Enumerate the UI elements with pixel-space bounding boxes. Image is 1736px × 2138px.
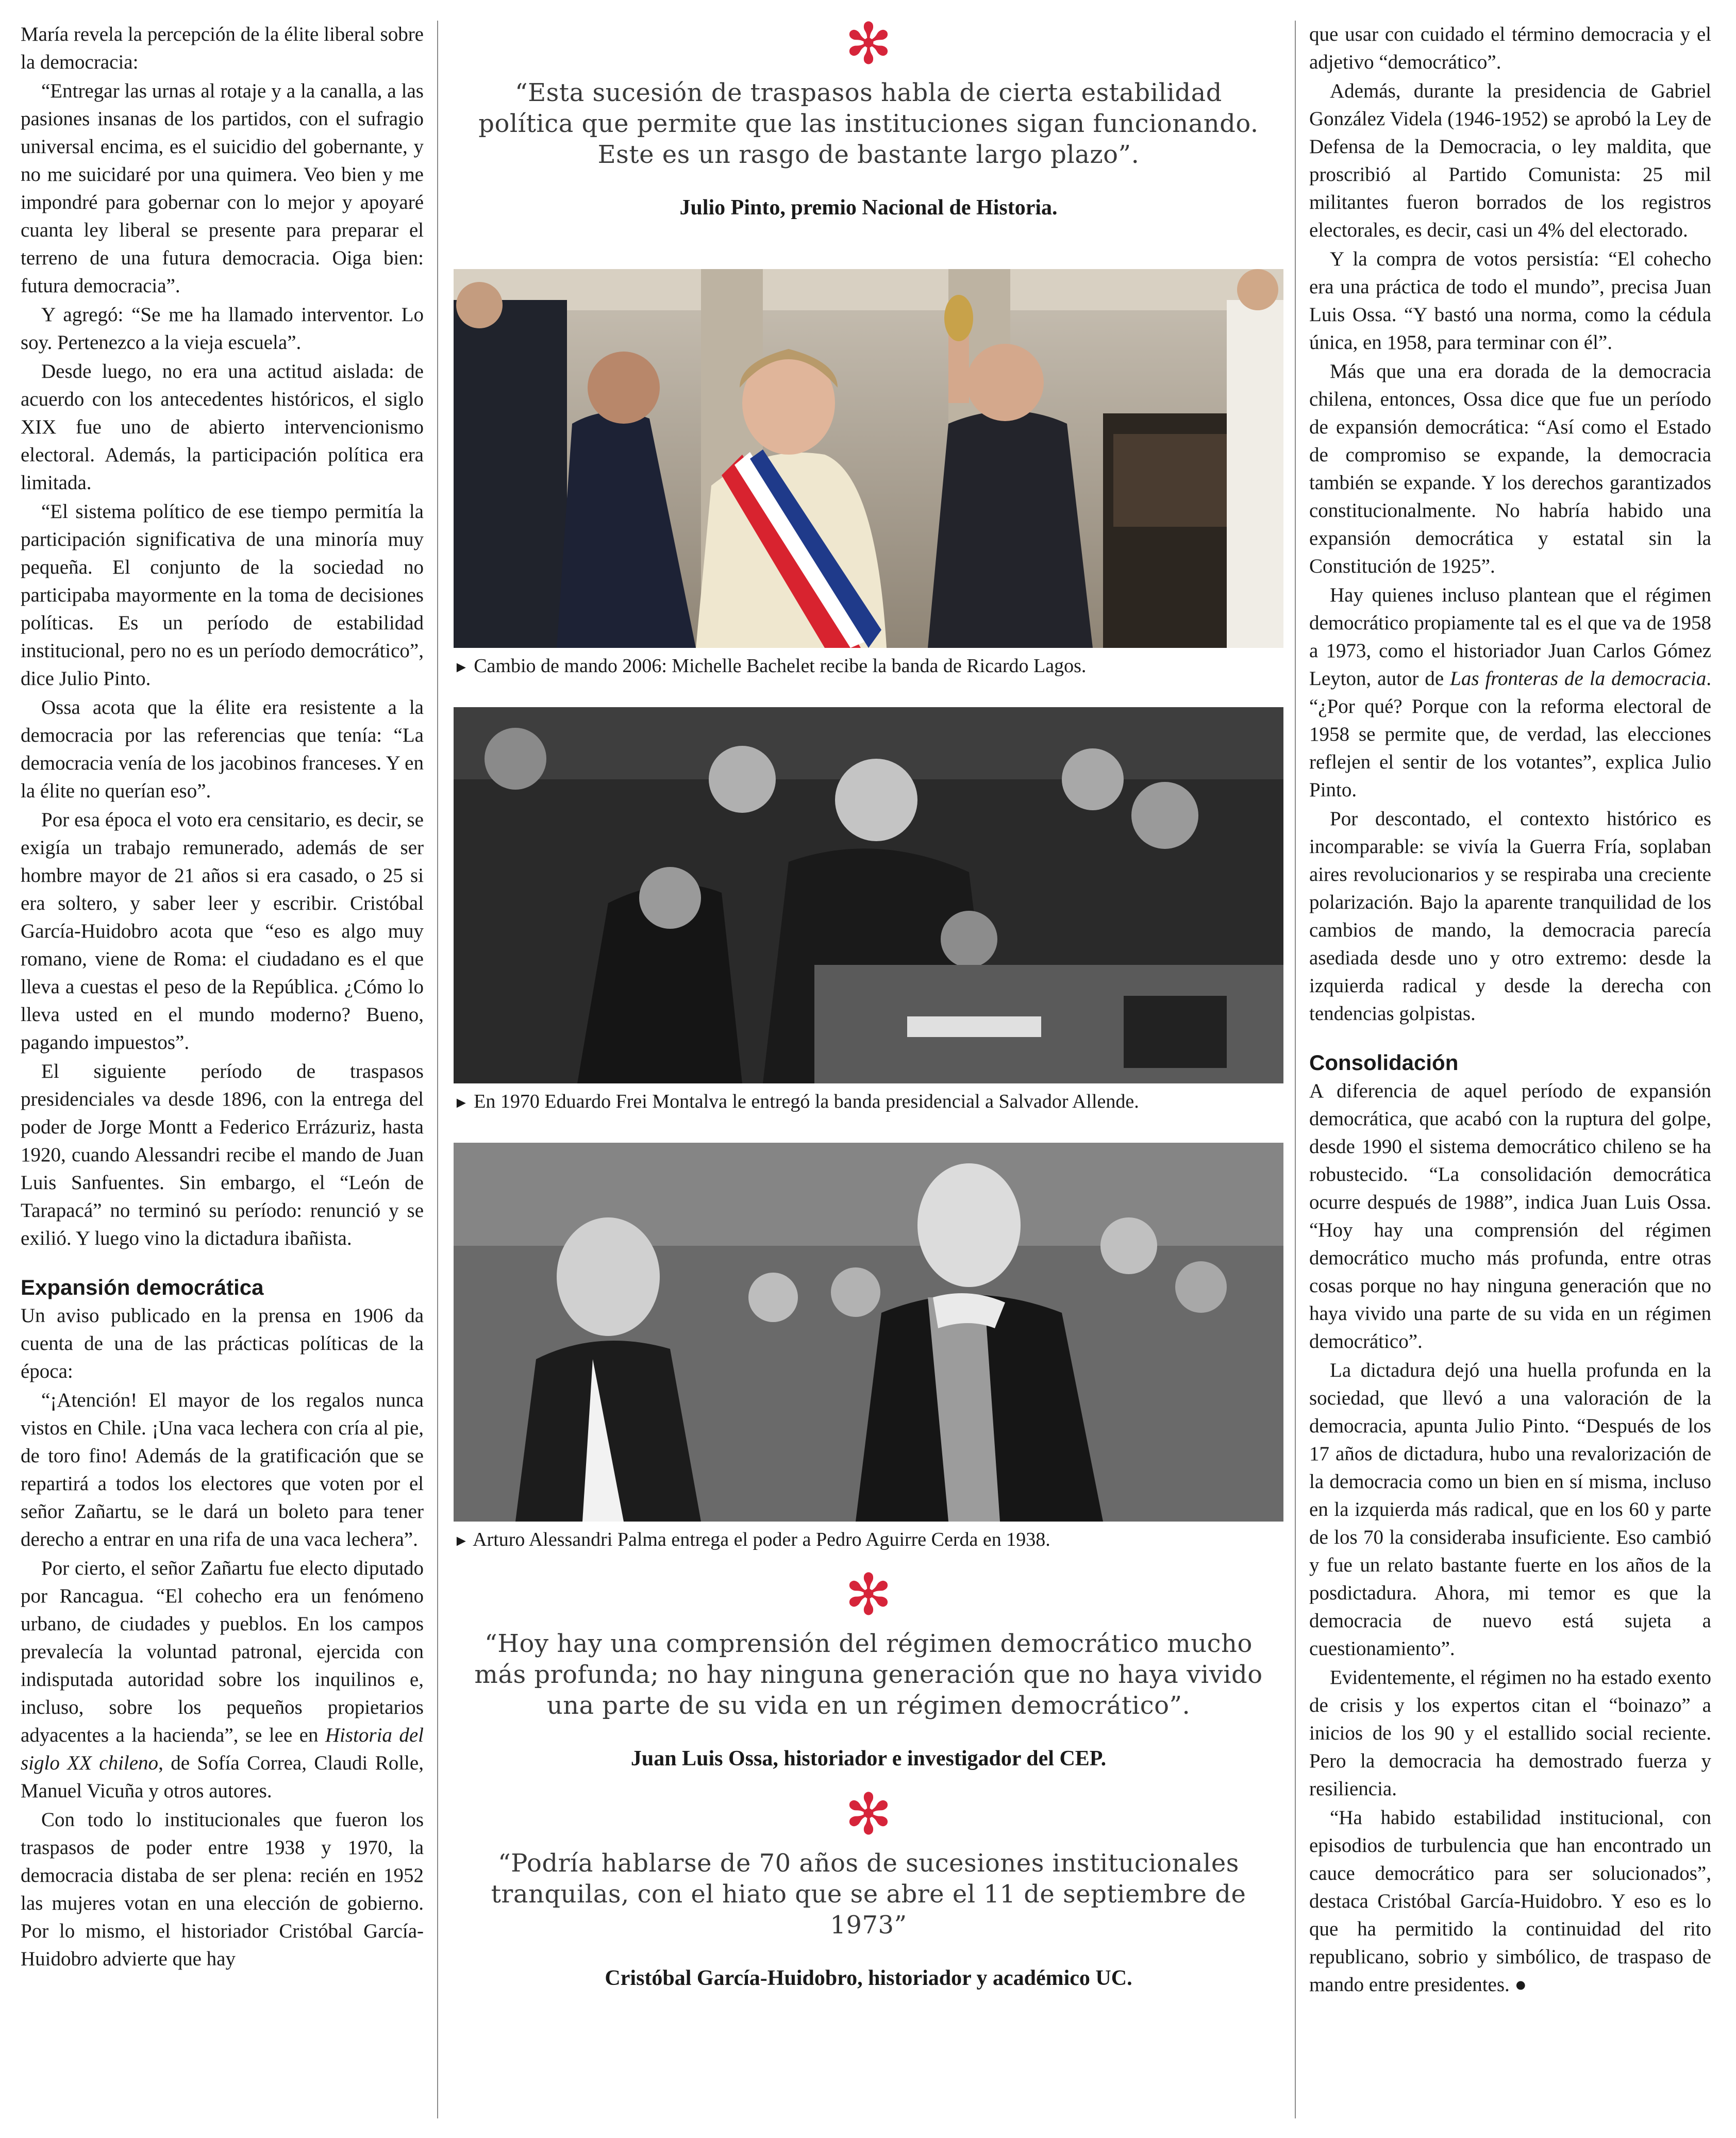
book-title: Las fronteras de la democracia [1450,667,1707,690]
paragraph-text: Por cierto, el señor Zañartu fue electo diputado por Rancagua. “El cohecho era un fenómeno urbano, de ciudades y pueblos. En los campos prevalecía la voluntad patronal, ejercida con indisputada autoridad sobre los inquilinos e, incluso, sobre los pequeños propietarios adyacentes a la hacienda”, se lee en [21,1557,424,1746]
body-paragraph: Por esa época el voto era censitario, es decir, se exigía un trabajo remunerado, además de ser hombre mayor de 21 años si era casado, o 25 si era soltero, y saber leer y escribir. Cristóbal García-Huidobro acota que “eso es algo muy romano, viene de Roma: el ciudadano es el que lleva a cuestas el peso de la República. ¿Cómo lo lleva usted en el mundo moderno? Bueno, pagando impuestos”. [21,809,424,1054]
photo-bachelet-2006 [454,269,1283,648]
body-paragraph: “Entregar las urnas al rotaje y a la canalla, a las pasiones insanas de los partidos, con el sufragio universal encima, es el suicidio del gobernante, y no me suicidaré por una quimera. Veo bien y me impondré para gobernar con lo mejor y apoyaré cuanta ley liberal se presente para preparar el terreno de una futura democracia. Oiga bien: futura democracia”. [21,80,424,297]
body-paragraph: A diferencia de aquel período de expansión democrática, que acabó con la ruptura del golpe, desde 1990 el sistema democrático chileno se ha robustecido. “La consolidación democrática ocurre después de 1988”, indica Juan Luis Ossa. “Hoy hay una comprensión del régimen democrático mucho más profunda, entre otras cosas porque no hay ninguna generación que no haya vivido una parte de su vida en un régimen democrático”. [1309,1080,1711,1352]
body-paragraph: que usar con cuidado el término democracia y el adjetivo “democrático”. [1309,23,1711,73]
body-paragraph [1309,581,1711,804]
section-heading: Expansión democrática [21,1275,264,1299]
asterisk-icon: ✻ [844,11,893,77]
body-paragraph: Un aviso publicado en la prensa en 1906 da cuenta de una de las prácticas políticas de la época: [21,1305,424,1382]
photo-caption [454,1089,1283,1116]
quote-text: “Hoy hay una comprensión del régimen democrático mucho más profunda; no hay ninguna generación que no haya vivido una parte de su vida en un régimen democrático”. [474,1629,1263,1720]
paragraph-text: , de Sofía Correa, Claudi Rolle, Manuel Vicuña y otros autores. [21,1752,424,1802]
body-paragraph: Más que una era dorada de la democracia chilena, entonces, Ossa dice que fue un período de expansión democrática: “Así como el Estado de compromiso se expande, la democracia también se expande. Y los derechos garantizados constitucionalmente. No habría habido una expansión democrática y estatal sin la Constitución de 1925”. [1309,360,1711,577]
body-paragraph: Evidentemente, el régimen no ha estado exento de crisis y los expertos citan el “boinazo” a inicios de los 90 y el estallido social reciente. Pero la democracia ha demostrado fuerza y resiliencia. [1309,1666,1711,1800]
quote-author: Juan Luis Ossa, historiador e investigador del CEP. [630,1747,1107,1770]
right-column [1309,21,1711,2000]
body-paragraph: Ossa acota que la élite era resistente a la democracia por las referencias que tenía: “La democracia venía de los jacobinos franceses. Y en la élite no querían eso”. [21,696,424,802]
body-paragraph: “El sistema político de ese tiempo permitía la participación significativa de una minoría muy pequeña. El conjunto de la sociedad no participaba mayormente en la toma de decisiones políticas. Es un período de estabilidad institucional, pero no es un período democrático”, dice Julio Pinto. [21,500,424,690]
column-rule-right [1295,21,1296,2118]
photo-alessandri-1938 [454,1143,1283,1522]
quote-text: “Esta sucesión de traspasos habla de cierta estabilidad política que permite que las instituciones sigan funcionando. Este es un rasgo de bastante largo plazo”. [478,78,1259,169]
end-mark-icon: ● [1514,1974,1527,1996]
body-paragraph: Desde luego, no era una actitud aislada: de acuerdo con los antecedentes históricos, el siglo XIX fue uno de abierto intervencionismo electoral. Además, la participación política era limitada. [21,360,424,494]
column-rule-left [437,21,438,2118]
caption-text: Cambio de mando 2006: Michelle Bachelet recibe la banda de Ricardo Lagos. [474,655,1087,677]
body-paragraph [1309,1804,1711,1999]
caption-marker-icon: ► [454,659,469,676]
body-paragraph: Y la compra de votos persistía: “El cohecho era una práctica de todo el mundo”, precisa Juan Luis Ossa. “Y bastó una norma, como la cédula única, en 1958, para terminar con él”. [1309,248,1711,354]
pull-quote [454,11,1283,222]
book-title: Historia del siglo XX chileno [21,1724,424,1774]
body-paragraph [21,1555,424,1805]
photo-illustration [454,1143,1283,1522]
quote-author: Cristóbal García-Huidobro, historiador y académico UC. [605,1966,1132,1990]
body-paragraph: Por descontado, el contexto histórico es incomparable: se vivía la Guerra Fría, soplaban aires revolucionarios y se respiraba una creciente polarización. Bajo la aparente tranquilidad de los cambios de mando, la democracia parecía asediada desde uno y otro extremo: desde la izquierda radical y desde la derecha con tendencias golpistas. [1309,808,1711,1025]
body-paragraph: María revela la percepción de la élite liberal sobre la democracia: [21,23,424,73]
photo-caption [454,1527,1283,1554]
body-paragraph: Con todo lo institucionales que fueron los traspasos de poder entre 1938 y 1970, la democracia distaba de ser plena: recién en 1952 las mujeres votan en una elección de gobierno. Por lo mismo, el historiador Cristóbal García-Huidobro advierte que hay [21,1809,424,1970]
pull-quote [454,1781,1283,1992]
paragraph-text: “Ha habido estabilidad institucional, con episodios de turbulencia que han encontrado un cauce democrático para ser solucionados”, destaca Cristóbal García-Huidobro. Y eso es lo que ha permitido la continuidad del rito republicano, sobrio y simbólico, de traspaso de mando entre presidentes. [1309,1807,1711,1996]
body-paragraph: El siguiente período de traspasos presidenciales va desde 1896, con la entrega del poder de Jorge Montt a Federico Errázuriz, hasta 1920, cuando Alessandri recibe el mando de Juan Luis Sanfuentes. Sin embargo, el “León de Tarapacá” no terminó su período: renunció y se exilió. Y luego vino la dictadura ibañista. [21,1060,424,1249]
paragraph-text: . “¿Por qué? Porque con la reforma electoral de 1958 se permite que, de verdad, las elecciones reflejen el sentir de los votantes”, explica Julio Pinto. [1309,667,1711,801]
body-paragraph: La dictadura dejó una huella profunda en la sociedad, que llevó a una valoración de la democracia, apunta Julio Pinto. “Después de los 17 años de dictadura, hubo una revalorización de la democracia como un bien en sí misma, incluso en la izquierda más radical, que en los 60 y parte de los 70 la consideraba insuficiente. Eso cambió y fue un relato bastante fuerte en los años de la posdictadura. Ahora, mi temor es que la democracia de nuevo está sujeta a cuestionamiento”. [1309,1359,1711,1660]
body-paragraph: Y agregó: “Se me ha llamado interventor. Lo soy. Pertenezco a la vieja escuela”. [21,304,424,354]
asterisk-icon: ✻ [844,1781,893,1847]
pull-quote [454,1562,1283,1773]
caption-text: En 1970 Eduardo Frei Montalva le entregó la banda presidencial a Salvador Allende. [474,1091,1139,1112]
caption-marker-icon: ► [454,1532,469,1549]
body-paragraph: Además, durante la presidencia de Gabriel González Videla (1946-1952) se aprobó la Ley de Defensa de la Democracia, o ley maldita, que proscribió al Partido Comunista: 25 mil militantes fueron borrados de los registros electorales, es decir, casi un 4% del electorado. [1309,80,1711,241]
caption-marker-icon: ► [454,1094,469,1111]
quote-text: “Podría hablarse de 70 años de sucesiones institucionales tranquilas, con el hiato que se abre el 11 de septiembre de 1973” [491,1849,1246,1940]
quote-author: Julio Pinto, premio Nacional de Historia. [679,196,1058,220]
left-column [21,21,424,1974]
section-heading: Consolidación [1309,1050,1459,1075]
caption-text: Arturo Alessandri Palma entrega el poder a Pedro Aguirre Cerda en 1938. [473,1529,1050,1550]
photo-caption [454,653,1283,680]
asterisk-icon: ✻ [844,1562,893,1628]
body-paragraph: “¡Atención! El mayor de los regalos nunca vistos en Chile. ¡Una vaca lechera con cría al pie, de toro fino! Además de la gratificación que se repartirá a todos los electores que voten por el señor Zañartu, se le dará un boleto para tener derecho a entrar en una rifa de una vaca lechera”. [21,1389,424,1550]
photo-illustration [454,269,1283,648]
paragraph-text: Hay quienes incluso plantean que el régimen democrático propiamente tal es el que va de 1958 a 1973, como el historiador Juan Carlos Gómez Leyton, autor de [1309,584,1711,690]
photo-illustration [454,707,1283,1083]
photo-frei-allende-1970 [454,707,1283,1083]
middle-column [454,11,1283,1992]
